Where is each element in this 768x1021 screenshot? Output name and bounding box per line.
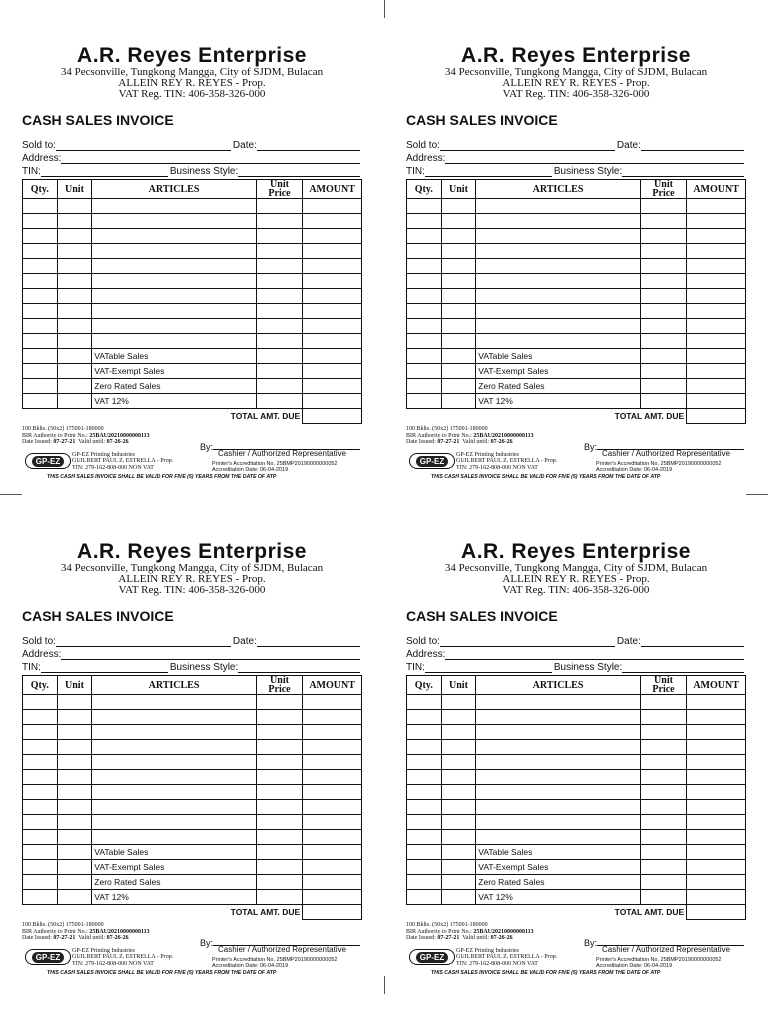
vat-row: VATable Sales [407, 349, 746, 364]
company-tin: VAT Reg. TIN: 406-358-326-000 [502, 88, 650, 100]
tin-field[interactable] [41, 663, 168, 673]
item-row[interactable] [23, 319, 362, 334]
cashier-label: Cashier / Authorized Representative [602, 945, 731, 954]
company-tin: VAT Reg. TIN: 406-358-326-000 [118, 584, 266, 596]
item-row[interactable] [407, 740, 746, 755]
col-qty: Qty. [407, 676, 442, 695]
item-row[interactable] [23, 725, 362, 740]
vat-row: VAT-Exempt Sales [23, 364, 362, 379]
col-unit-price: Unit Price [640, 180, 686, 199]
company-name: A.R. Reyes Enterprise [77, 540, 307, 563]
item-row[interactable] [23, 770, 362, 785]
sold-to-field[interactable] [56, 141, 231, 151]
item-row[interactable] [407, 199, 746, 214]
total-row: TOTAL AMT. DUE [23, 409, 362, 424]
col-qty: Qty. [23, 180, 58, 199]
company-proprietor: ALLEIN REY R. REYES - Prop. [502, 77, 650, 89]
printer-info: GP-EZ Printing Industries GUILBERT PAUL Z. ESTRELLA - Prop. TIN: 279-162-808-000 NON VAT [72, 452, 174, 471]
address-label: Address: [22, 153, 62, 164]
printer-info: GP-EZ Printing Industries GUILBERT PAUL Z. ESTRELLA - Prop. TIN: 279-162-808-000 NON VAT [456, 452, 558, 471]
customer-fields [406, 634, 746, 673]
address-field[interactable] [61, 650, 360, 660]
printer-info: GP-EZ Printing Industries GUILBERT PAUL Z. ESTRELLA - Prop. TIN: 279-162-808-000 NON VAT [72, 948, 174, 967]
col-amount: AMOUNT [687, 676, 746, 695]
vat-row: Zero Rated Sales [23, 379, 362, 394]
date-field[interactable] [257, 141, 360, 151]
address-label: Address: [406, 649, 446, 660]
invoice [22, 541, 362, 1021]
company-tin: VAT Reg. TIN: 406-358-326-000 [118, 88, 266, 100]
cashier-label: Cashier / Authorized Representative [218, 449, 347, 458]
date-field[interactable] [641, 637, 744, 647]
business-style-field[interactable] [622, 167, 744, 177]
booklet-info: 100 Bklts. (50x2) 175001-180000 [406, 426, 488, 432]
invoice-footer [22, 426, 362, 486]
accreditation-info: Printer's Accreditation No. 25BMP20190000000052 Accreditation Date: 06-04-2019 [212, 957, 338, 969]
item-row[interactable] [23, 815, 362, 830]
company-address: 34 Pecsonville, Tungkong Mangga, City of SJDM, Bulacan [444, 66, 708, 78]
vat-row: VAT-Exempt Sales [407, 860, 746, 875]
company-name: A.R. Reyes Enterprise [461, 540, 691, 563]
invoice-title: CASH SALES INVOICE [406, 112, 558, 128]
item-row[interactable] [23, 710, 362, 725]
vat-row: VAT 12% [407, 394, 746, 409]
printer-logo: GP-EZ [25, 453, 71, 469]
invoice-header [406, 541, 746, 596]
item-rows [23, 695, 362, 920]
sold-to-label: Sold to: [406, 636, 440, 647]
business-style-field[interactable] [622, 663, 744, 673]
item-row[interactable] [407, 725, 746, 740]
atp-info: BIR Authority to Print No.: 25BAU20210000000113 [406, 928, 534, 935]
business-style-label: Business Style: [169, 662, 239, 673]
sold-to-label: Sold to: [22, 140, 56, 151]
business-style-field[interactable] [238, 167, 360, 177]
items-table [22, 675, 362, 920]
sold-to-field[interactable] [440, 141, 615, 151]
sold-to-field[interactable] [440, 637, 615, 647]
item-row[interactable] [407, 815, 746, 830]
invoice-footer [22, 922, 362, 982]
issue-info: Date Issued: 07-27-21 Valid until: 07-26-26 [406, 439, 513, 445]
customer-fields [406, 138, 746, 177]
col-amount: AMOUNT [303, 676, 362, 695]
col-amount: AMOUNT [687, 180, 746, 199]
sold-to-label: Sold to: [406, 140, 440, 151]
signature-field[interactable]: By: [200, 441, 360, 450]
date-field[interactable] [257, 637, 360, 647]
validity-note: THIS CASH SALES INVOICE SHALL BE VALID FOR FIVE (5) YEARS FROM THE DATE OF ATP [431, 970, 661, 976]
item-row[interactable] [23, 229, 362, 244]
item-row[interactable] [407, 755, 746, 770]
invoice-header [406, 45, 746, 100]
signature-field[interactable]: By: [584, 937, 744, 946]
item-row[interactable] [23, 304, 362, 319]
printer-logo: GP-EZ [409, 949, 455, 965]
item-row[interactable] [407, 334, 746, 349]
invoice-footer [406, 426, 746, 486]
item-row[interactable] [23, 830, 362, 845]
invoice [406, 45, 746, 525]
vat-row: VAT-Exempt Sales [23, 860, 362, 875]
item-row[interactable] [23, 755, 362, 770]
address-label: Address: [406, 153, 446, 164]
items-table [406, 179, 746, 424]
invoice-title: CASH SALES INVOICE [22, 112, 174, 128]
customer-fields [22, 138, 362, 177]
date-field[interactable] [641, 141, 744, 151]
item-row[interactable] [407, 274, 746, 289]
item-row[interactable] [23, 214, 362, 229]
vat-row: VAT 12% [407, 890, 746, 905]
address-field[interactable] [445, 650, 744, 660]
business-style-label: Business Style: [553, 166, 623, 177]
col-articles: ARTICLES [476, 676, 640, 695]
tin-label: TIN: [22, 662, 41, 673]
col-unit: Unit [57, 676, 92, 695]
company-proprietor: ALLEIN REY R. REYES - Prop. [118, 573, 266, 585]
col-unit: Unit [441, 676, 476, 695]
validity-note: THIS CASH SALES INVOICE SHALL BE VALID FOR FIVE (5) YEARS FROM THE DATE OF ATP [47, 474, 277, 480]
tin-label: TIN: [406, 662, 425, 673]
booklet-info: 100 Bklts. (50x2) 175001-180000 [22, 426, 104, 432]
col-articles: ARTICLES [92, 180, 256, 199]
col-unit: Unit [57, 180, 92, 199]
address-field[interactable] [61, 154, 360, 164]
signature-field[interactable]: By: [584, 441, 744, 450]
item-row[interactable] [23, 199, 362, 214]
business-style-label: Business Style: [553, 662, 623, 673]
item-row[interactable] [23, 274, 362, 289]
sold-to-label: Sold to: [22, 636, 56, 647]
printer-logo: GP-EZ [25, 949, 71, 965]
item-row[interactable] [407, 710, 746, 725]
business-style-field[interactable] [238, 663, 360, 673]
company-tin: VAT Reg. TIN: 406-358-326-000 [502, 584, 650, 596]
invoice-header [22, 541, 362, 596]
company-address: 34 Pecsonville, Tungkong Mangga, City of SJDM, Bulacan [60, 66, 324, 78]
total-row: TOTAL AMT. DUE [23, 905, 362, 920]
company-proprietor: ALLEIN REY R. REYES - Prop. [118, 77, 266, 89]
item-row[interactable] [407, 319, 746, 334]
company-address: 34 Pecsonville, Tungkong Mangga, City of SJDM, Bulacan [60, 562, 324, 574]
item-row[interactable] [407, 214, 746, 229]
col-amount: AMOUNT [303, 180, 362, 199]
vat-row: VATable Sales [23, 349, 362, 364]
address-field[interactable] [445, 154, 744, 164]
issue-info: Date Issued: 07-27-21 Valid until: 07-26-26 [22, 439, 129, 445]
total-row: TOTAL AMT. DUE [407, 905, 746, 920]
crop-mark-top [384, 0, 385, 18]
invoice-title: CASH SALES INVOICE [406, 608, 558, 624]
address-label: Address: [22, 649, 62, 660]
col-unit: Unit [441, 180, 476, 199]
booklet-info: 100 Bklts. (50x2) 175001-180000 [22, 922, 104, 928]
item-row[interactable] [23, 244, 362, 259]
tin-field[interactable] [41, 167, 168, 177]
accreditation-info: Printer's Accreditation No. 25BMP20190000000052 Accreditation Date: 06-04-2019 [596, 461, 722, 473]
col-unit-price: Unit Price [256, 676, 302, 695]
col-unit-price: Unit Price [256, 180, 302, 199]
item-row[interactable] [407, 289, 746, 304]
printer-logo: GP-EZ [409, 453, 455, 469]
vat-row: VATable Sales [23, 845, 362, 860]
company-address: 34 Pecsonville, Tungkong Mangga, City of SJDM, Bulacan [444, 562, 708, 574]
invoice [406, 541, 746, 1021]
col-articles: ARTICLES [92, 676, 256, 695]
invoice [22, 45, 362, 525]
company-name: A.R. Reyes Enterprise [461, 44, 691, 67]
vat-row: VAT 12% [23, 394, 362, 409]
vat-row: VAT 12% [23, 890, 362, 905]
tin-label: TIN: [406, 166, 425, 177]
item-row[interactable] [407, 800, 746, 815]
customer-fields [22, 634, 362, 673]
validity-note: THIS CASH SALES INVOICE SHALL BE VALID FOR FIVE (5) YEARS FROM THE DATE OF ATP [431, 474, 661, 480]
invoice-title: CASH SALES INVOICE [22, 608, 174, 624]
tin-field[interactable] [425, 663, 552, 673]
item-row[interactable] [407, 259, 746, 274]
invoice-footer [406, 922, 746, 982]
atp-info: BIR Authority to Print No.: 25BAU20210000000113 [22, 432, 150, 439]
crop-mark-bottom [384, 976, 385, 994]
item-rows [23, 199, 362, 424]
item-row[interactable] [23, 800, 362, 815]
printer-info: GP-EZ Printing Industries GUILBERT PAUL Z. ESTRELLA - Prop. TIN: 279-162-808-000 NON VAT [456, 948, 558, 967]
booklet-info: 100 Bklts. (50x2) 175001-180000 [406, 922, 488, 928]
date-label: Date: [232, 140, 257, 151]
item-row[interactable] [407, 770, 746, 785]
item-row[interactable] [23, 695, 362, 710]
item-row[interactable] [407, 229, 746, 244]
tin-label: TIN: [22, 166, 41, 177]
sold-to-field[interactable] [56, 637, 231, 647]
item-row[interactable] [407, 785, 746, 800]
accreditation-info: Printer's Accreditation No. 25BMP20190000000052 Accreditation Date: 06-04-2019 [212, 461, 338, 473]
signature-field[interactable]: By: [200, 937, 360, 946]
vat-row: Zero Rated Sales [407, 379, 746, 394]
validity-note: THIS CASH SALES INVOICE SHALL BE VALID FOR FIVE (5) YEARS FROM THE DATE OF ATP [47, 970, 277, 976]
cashier-label: Cashier / Authorized Representative [602, 449, 731, 458]
total-row: TOTAL AMT. DUE [407, 409, 746, 424]
accreditation-info: Printer's Accreditation No. 25BMP20190000000052 Accreditation Date: 06-04-2019 [596, 957, 722, 969]
atp-info: BIR Authority to Print No.: 25BAU20210000000113 [22, 928, 150, 935]
vat-row: VAT-Exempt Sales [407, 364, 746, 379]
item-row[interactable] [407, 695, 746, 710]
items-table [406, 675, 746, 920]
item-row[interactable] [23, 289, 362, 304]
item-rows [407, 695, 746, 920]
col-articles: ARTICLES [476, 180, 640, 199]
col-qty: Qty. [23, 676, 58, 695]
vat-row: Zero Rated Sales [407, 875, 746, 890]
item-row[interactable] [407, 304, 746, 319]
vat-row: VATable Sales [407, 845, 746, 860]
col-qty: Qty. [407, 180, 442, 199]
item-row[interactable] [407, 244, 746, 259]
issue-info: Date Issued: 07-27-21 Valid until: 07-26-26 [22, 935, 129, 941]
item-row[interactable] [23, 785, 362, 800]
company-proprietor: ALLEIN REY R. REYES - Prop. [502, 573, 650, 585]
item-row[interactable] [23, 259, 362, 274]
items-table [22, 179, 362, 424]
item-rows [407, 199, 746, 424]
issue-info: Date Issued: 07-27-21 Valid until: 07-26-26 [406, 935, 513, 941]
date-label: Date: [616, 140, 641, 151]
atp-info: BIR Authority to Print No.: 25BAU20210000000113 [406, 432, 534, 439]
crop-mark-right [746, 494, 768, 495]
date-label: Date: [232, 636, 257, 647]
business-style-label: Business Style: [169, 166, 239, 177]
item-row[interactable] [23, 740, 362, 755]
vat-row: Zero Rated Sales [23, 875, 362, 890]
date-label: Date: [616, 636, 641, 647]
tin-field[interactable] [425, 167, 552, 177]
company-name: A.R. Reyes Enterprise [77, 44, 307, 67]
item-row[interactable] [23, 334, 362, 349]
cashier-label: Cashier / Authorized Representative [218, 945, 347, 954]
crop-mark-left [0, 494, 22, 495]
item-row[interactable] [407, 830, 746, 845]
col-unit-price: Unit Price [640, 676, 686, 695]
invoice-header [22, 45, 362, 100]
